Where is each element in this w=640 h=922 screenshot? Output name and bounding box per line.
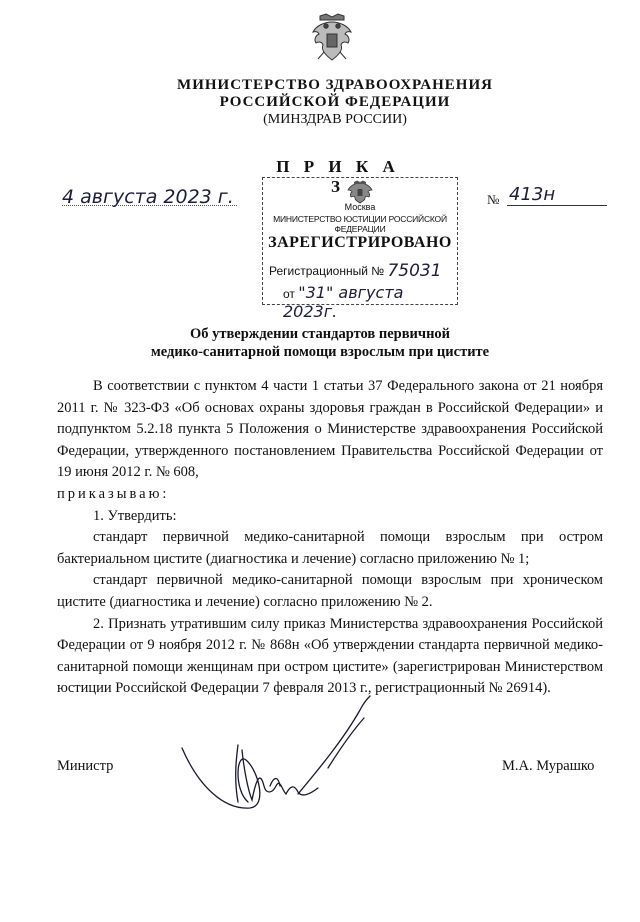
stamp-ministry: МИНИСТЕРСТВО ЮСТИЦИИ РОССИЙСКОЙ ФЕДЕРАЦИИ	[273, 214, 447, 234]
decree-word: приказываю:	[57, 485, 170, 502]
preamble-text: В соответствии с пунктом 4 части 1 статьи 37 Федерального закона от 21 ноября 2011 г. № 323-ФЗ «Об основах охраны здоровья граждан в Российской Федерации» и подпунктом 5.2.18 пункта 5 Положения о Министерстве здравоохранения Российской Федерации, утвержденного постановлением Правительства Российской Федерации от 19 июня 2012 г. № 608,	[57, 378, 603, 481]
stamp-registration-date	[283, 283, 453, 321]
preamble-paragraph	[57, 376, 603, 484]
date-underline	[62, 205, 237, 206]
ministry-short-name: (МИНЗДРАВ РОССИИ)	[263, 112, 407, 127]
stamp-date-prefix: от	[283, 287, 295, 301]
document-body	[57, 376, 603, 700]
decree-paragraph	[57, 484, 603, 506]
item-1-paragraph: 1. Утвердить:	[93, 507, 177, 524]
number-sign: №	[487, 192, 500, 207]
stamp-registration-number	[269, 260, 459, 280]
order-number	[487, 186, 612, 210]
item-2-paragraph: 2. Признать утратившим силу приказ Министерства здравоохранения Российской Федерации от 9 ноября 2012 г. № 868н «Об утверждении стандарта первичной медико-санитарной помощи женщинам при остром цистите» (зарегистрирован Министерством юстиции Российской Федерации 7 февраля 2013 г., регистрационный № 26914).	[57, 615, 603, 697]
signatory-role: Министр	[57, 758, 114, 774]
stamp-eagle-icon	[347, 180, 373, 204]
ministry-name-line2: РОССИЙСКОЙ ФЕДЕРАЦИИ	[219, 94, 451, 110]
order-number-handwritten: 413н	[509, 184, 556, 205]
stamp-reg-number-handwritten: 75031	[387, 261, 442, 281]
document-type: П Р И К А З	[276, 157, 400, 196]
state-emblem-icon	[310, 12, 354, 64]
standard-chronic-paragraph: стандарт первичной медико-санитарной помощи взрослым при хроническом цистите (диагностика и лечение) согласно приложению № 2.	[57, 572, 603, 610]
title-line2: медико-санитарной помощи взрослым при цистите	[150, 344, 490, 360]
registration-stamp	[262, 177, 458, 321]
handwritten-signature-icon	[178, 690, 398, 820]
document-title	[100, 325, 540, 361]
ministry-header	[150, 77, 520, 128]
stamp-city: Москва	[344, 202, 376, 212]
signatory-name: М.А. Мурашко	[502, 758, 595, 774]
order-date-handwritten: 4 августа 2023 г.	[62, 186, 234, 208]
stamp-reg-label: Регистрационный №	[269, 264, 385, 278]
stamp-registered-label: ЗАРЕГИСТРИРОВАНО	[268, 234, 452, 251]
stamp-date-handwritten: "31" августа 2023г.	[283, 283, 404, 321]
ministry-name-line1: МИНИСТЕРСТВО ЗДРАВООХРАНЕНИЯ	[177, 77, 493, 93]
order-date	[62, 186, 252, 208]
number-underline	[507, 205, 607, 206]
standard-acute-paragraph: стандарт первичной медико-санитарной помощи взрослым при остром бактериальном цистите (диагностика и лечение) согласно приложению № 1;	[57, 529, 603, 567]
title-line1: Об утверждении стандартов первичной	[189, 326, 451, 342]
